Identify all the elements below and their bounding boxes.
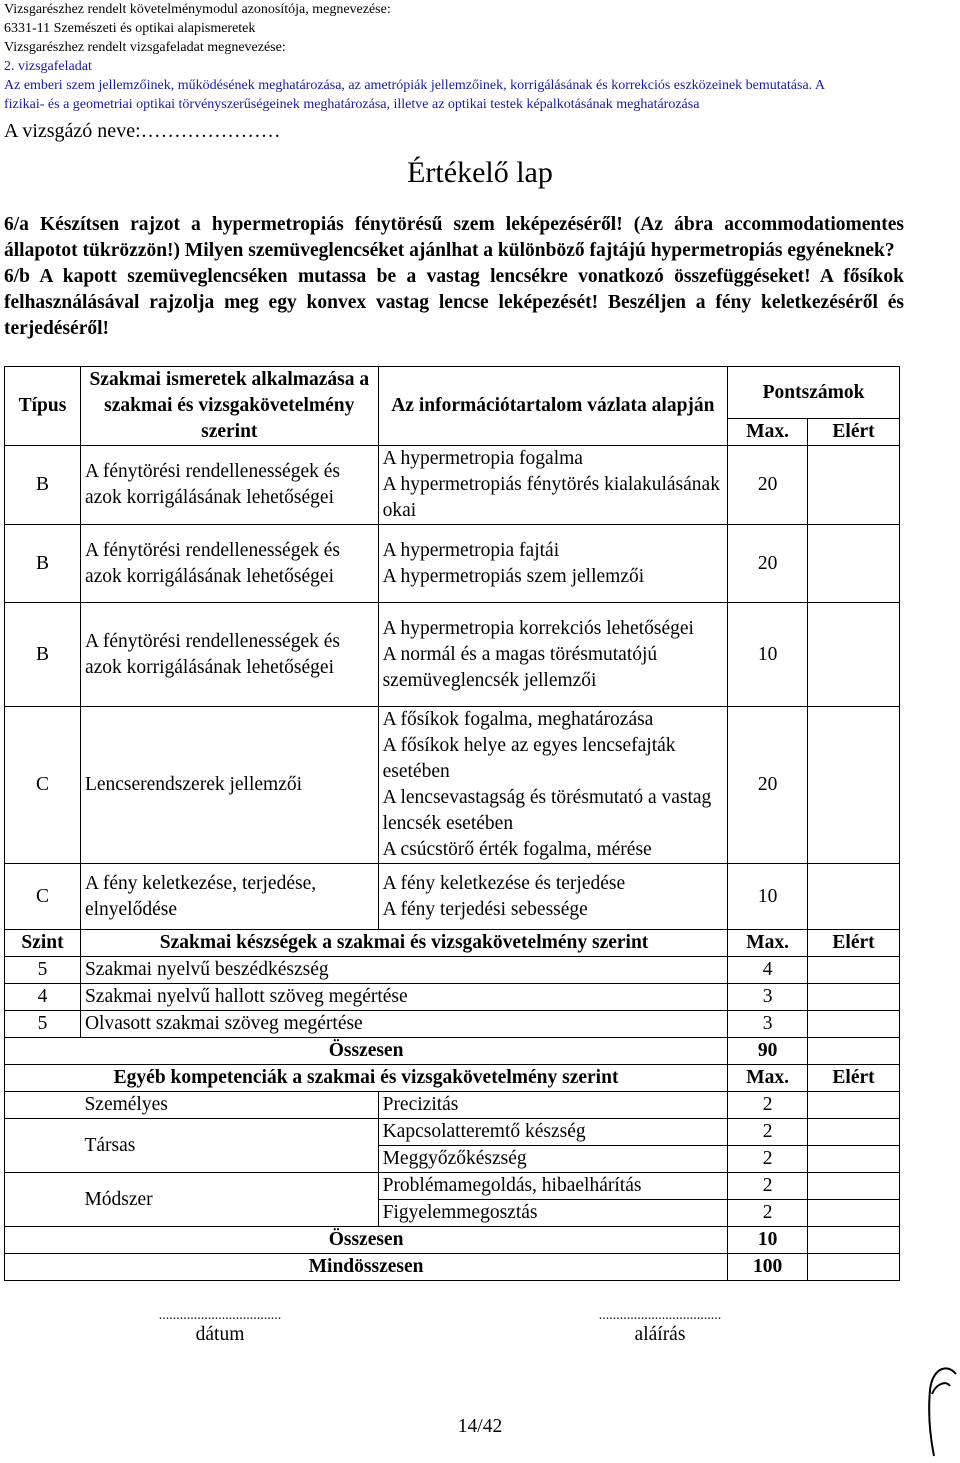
task-paragraph-a: 6/a Készítsen rajzot a hypermetropiás fénytörésű szem leképezéséről! (Az ábra accommodatiomentes állapotot tükrözzön!) Milyen szemüveglencséket ajánlhat a különböző fajtájú hypermetropiás egyéneknek? <box>4 214 904 261</box>
task-paragraph-b: 6/b A kapott szemüveglencséken mutassa be a vastag lencsékre vonatkozó összefüggéseket! A fősíkok felhasználásával rajzolja meg egy konvex vastag lencse leképezését! Beszéljen a fény keletkezéséről és terjedéséről! <box>4 266 904 339</box>
competency-achieved[interactable] <box>808 1119 900 1146</box>
subtotal2-label: Összesen <box>5 1227 728 1254</box>
header-line: 2. vizsgafeladat <box>4 59 92 74</box>
skill-row <box>5 984 900 1011</box>
row-achieved[interactable] <box>808 603 900 707</box>
subtotal2-value: 10 <box>728 1227 808 1254</box>
row-skill: Lencserendszerek jellemzői <box>80 707 378 864</box>
competency-row <box>5 1173 900 1200</box>
competency-item: Figyelemmegosztás <box>378 1200 728 1227</box>
row-max: 20 <box>728 707 808 864</box>
row-type: B <box>5 603 81 707</box>
info-line: A hypermetropia fajtái <box>382 539 560 561</box>
skill-label: Olvasott szakmai szöveg megértése <box>80 1011 727 1038</box>
subtotal2-achieved[interactable] <box>808 1227 900 1254</box>
task-description <box>4 212 904 342</box>
competency-achieved[interactable] <box>808 1173 900 1200</box>
subtotal-label: Összesen <box>5 1038 728 1065</box>
row-achieved[interactable] <box>808 446 900 525</box>
date-dots: ................................... <box>158 1308 282 1323</box>
subtotal-value: 90 <box>728 1038 808 1065</box>
row-type: B <box>5 525 81 603</box>
page-number: 14/42 <box>457 1416 503 1437</box>
skills-header-level: Szint <box>5 930 81 957</box>
header-points: Pontszámok <box>728 367 900 419</box>
table-row <box>5 525 900 603</box>
grand-total-value: 100 <box>728 1254 808 1281</box>
examinee-name-field: A vizsgázó neve:………………… <box>4 120 281 142</box>
row-max: 20 <box>728 525 808 603</box>
skill-level: 5 <box>5 1011 81 1038</box>
competency-achieved[interactable] <box>808 1092 900 1119</box>
competency-achieved[interactable] <box>808 1200 900 1227</box>
skill-achieved[interactable] <box>808 957 900 984</box>
header-type: Típus <box>5 367 81 446</box>
info-line: A hypermetropia fogalma <box>382 448 583 469</box>
spacer-cell <box>5 1119 81 1173</box>
other-header-achieved: Elért <box>808 1065 900 1092</box>
row-type: C <box>5 707 81 864</box>
header-max: Max. <box>728 419 808 446</box>
competency-row <box>5 1092 900 1119</box>
skills-header-label: Szakmai készségek a szakmai és vizsgakövetelmény szerint <box>80 930 727 957</box>
signature-dots: ................................... <box>598 1308 722 1323</box>
handwritten-mark-icon <box>916 1360 960 1460</box>
header-line: Az emberi szem jellemzőinek, működésének meghatározása, az ametrópiák jellemzőinek, korrigálásának és korrekciós eszközeinek bemutatása. A <box>4 78 825 93</box>
row-info <box>378 603 728 707</box>
header-line: 6331-11 Szemészeti és optikai alapismeretek <box>4 21 256 36</box>
row-achieved[interactable] <box>808 864 900 930</box>
row-info <box>378 707 728 864</box>
table-row <box>5 864 900 930</box>
table-row <box>5 707 900 864</box>
spacer-cell <box>5 1092 81 1119</box>
row-info <box>378 446 728 525</box>
other-header-max: Max. <box>728 1065 808 1092</box>
skill-max: 3 <box>728 984 808 1011</box>
row-info <box>378 525 728 603</box>
competency-achieved[interactable] <box>808 1146 900 1173</box>
row-skill: A fénytörési rendellenességek és azok korrigálásának lehetőségei <box>80 525 378 603</box>
info-line: A hypermetropiás fénytörés kialakulásának okai <box>382 474 720 521</box>
page-title: Értékelő lap <box>407 156 553 189</box>
skill-row <box>5 1011 900 1038</box>
info-line: A fény terjedési sebessége <box>382 898 588 920</box>
grand-total-label: Mindösszesen <box>5 1254 728 1281</box>
header-line: fizikai- és a geometriai optikai törvényszerűségeinek meghatározása, illetve az optikai testek képalkotásának meghatározása <box>4 97 700 112</box>
info-line: A normál és a magas törésmutatójú szemüveglencsék jellemzői <box>382 643 658 691</box>
row-skill: A fénytörési rendellenességek és azok korrigálásának lehetőségei <box>80 603 378 707</box>
competency-max: 2 <box>728 1200 808 1227</box>
info-line: A hypermetropiás szem jellemzői <box>382 565 645 587</box>
document-header <box>4 0 956 114</box>
info-line: A lencsevastagság és törésmutató a vastag lencsék esetében <box>382 787 712 834</box>
competency-item: Kapcsolatteremtő készség <box>378 1119 728 1146</box>
signature-label: aláírás <box>634 1324 686 1345</box>
competency-max: 2 <box>728 1146 808 1173</box>
competency-max: 2 <box>728 1173 808 1200</box>
header-achieved: Elért <box>808 419 900 446</box>
row-max: 10 <box>728 864 808 930</box>
info-line: A fősíkok helye az egyes lencsefajták esetében <box>382 735 676 782</box>
competency-item: Meggyőzőkészség <box>378 1146 728 1173</box>
competency-group: Társas <box>80 1119 378 1173</box>
header-info: Az információtartalom vázlata alapján <box>378 367 728 446</box>
other-header-label: Egyéb kompetenciák a szakmai és vizsgakövetelmény szerint <box>5 1065 728 1092</box>
info-line: A hypermetropia korrekciós lehetőségei <box>382 617 694 639</box>
competency-row <box>5 1119 900 1146</box>
skill-row <box>5 957 900 984</box>
evaluation-table <box>4 366 900 1281</box>
competency-item: Problémamegoldás, hibaelhárítás <box>378 1173 728 1200</box>
skill-level: 5 <box>5 957 81 984</box>
skills-header-achieved: Elért <box>808 930 900 957</box>
header-line: Vizsgarészhez rendelt követelménymodul azonosítója, megnevezése: <box>4 2 391 17</box>
competency-item: Precizitás <box>378 1092 728 1119</box>
table-row <box>5 446 900 525</box>
date-signature-block <box>80 1308 360 1346</box>
table-row <box>5 603 900 707</box>
skill-achieved[interactable] <box>808 984 900 1011</box>
row-type: B <box>5 446 81 525</box>
skill-max: 4 <box>728 957 808 984</box>
date-label: dátum <box>195 1324 245 1345</box>
header-knowledge: Szakmai ismeretek alkalmazása a szakmai és vizsgakövetelmény szerint <box>80 367 378 446</box>
skill-max: 3 <box>728 1011 808 1038</box>
info-line: A fény keletkezése és terjedése <box>382 872 626 894</box>
signature-block <box>520 1308 800 1346</box>
row-type: C <box>5 864 81 930</box>
competency-group: Módszer <box>80 1173 378 1227</box>
skill-level: 4 <box>5 984 81 1011</box>
row-max: 20 <box>728 446 808 525</box>
competency-max: 2 <box>728 1092 808 1119</box>
info-line: A csúcstörő érték fogalma, mérése <box>382 839 652 860</box>
row-info <box>378 864 728 930</box>
skill-label: Szakmai nyelvű hallott szöveg megértése <box>80 984 727 1011</box>
skill-label: Szakmai nyelvű beszédkészség <box>80 957 727 984</box>
row-skill: A fénytörési rendellenességek és azok korrigálásának lehetőségei <box>80 446 378 525</box>
row-max: 10 <box>728 603 808 707</box>
spacer-cell <box>5 1173 81 1227</box>
skill-achieved[interactable] <box>808 1011 900 1038</box>
row-achieved[interactable] <box>808 707 900 864</box>
skills-header-max: Max. <box>728 930 808 957</box>
competency-max: 2 <box>728 1119 808 1146</box>
header-line: Vizsgarészhez rendelt vizsgafeladat megnevezése: <box>4 40 286 55</box>
competency-group: Személyes <box>80 1092 378 1119</box>
subtotal-achieved[interactable] <box>808 1038 900 1065</box>
info-line: A fősíkok fogalma, meghatározása <box>382 709 654 730</box>
row-skill: A fény keletkezése, terjedése, elnyelődése <box>80 864 378 930</box>
row-achieved[interactable] <box>808 525 900 603</box>
grand-total-achieved[interactable] <box>808 1254 900 1281</box>
